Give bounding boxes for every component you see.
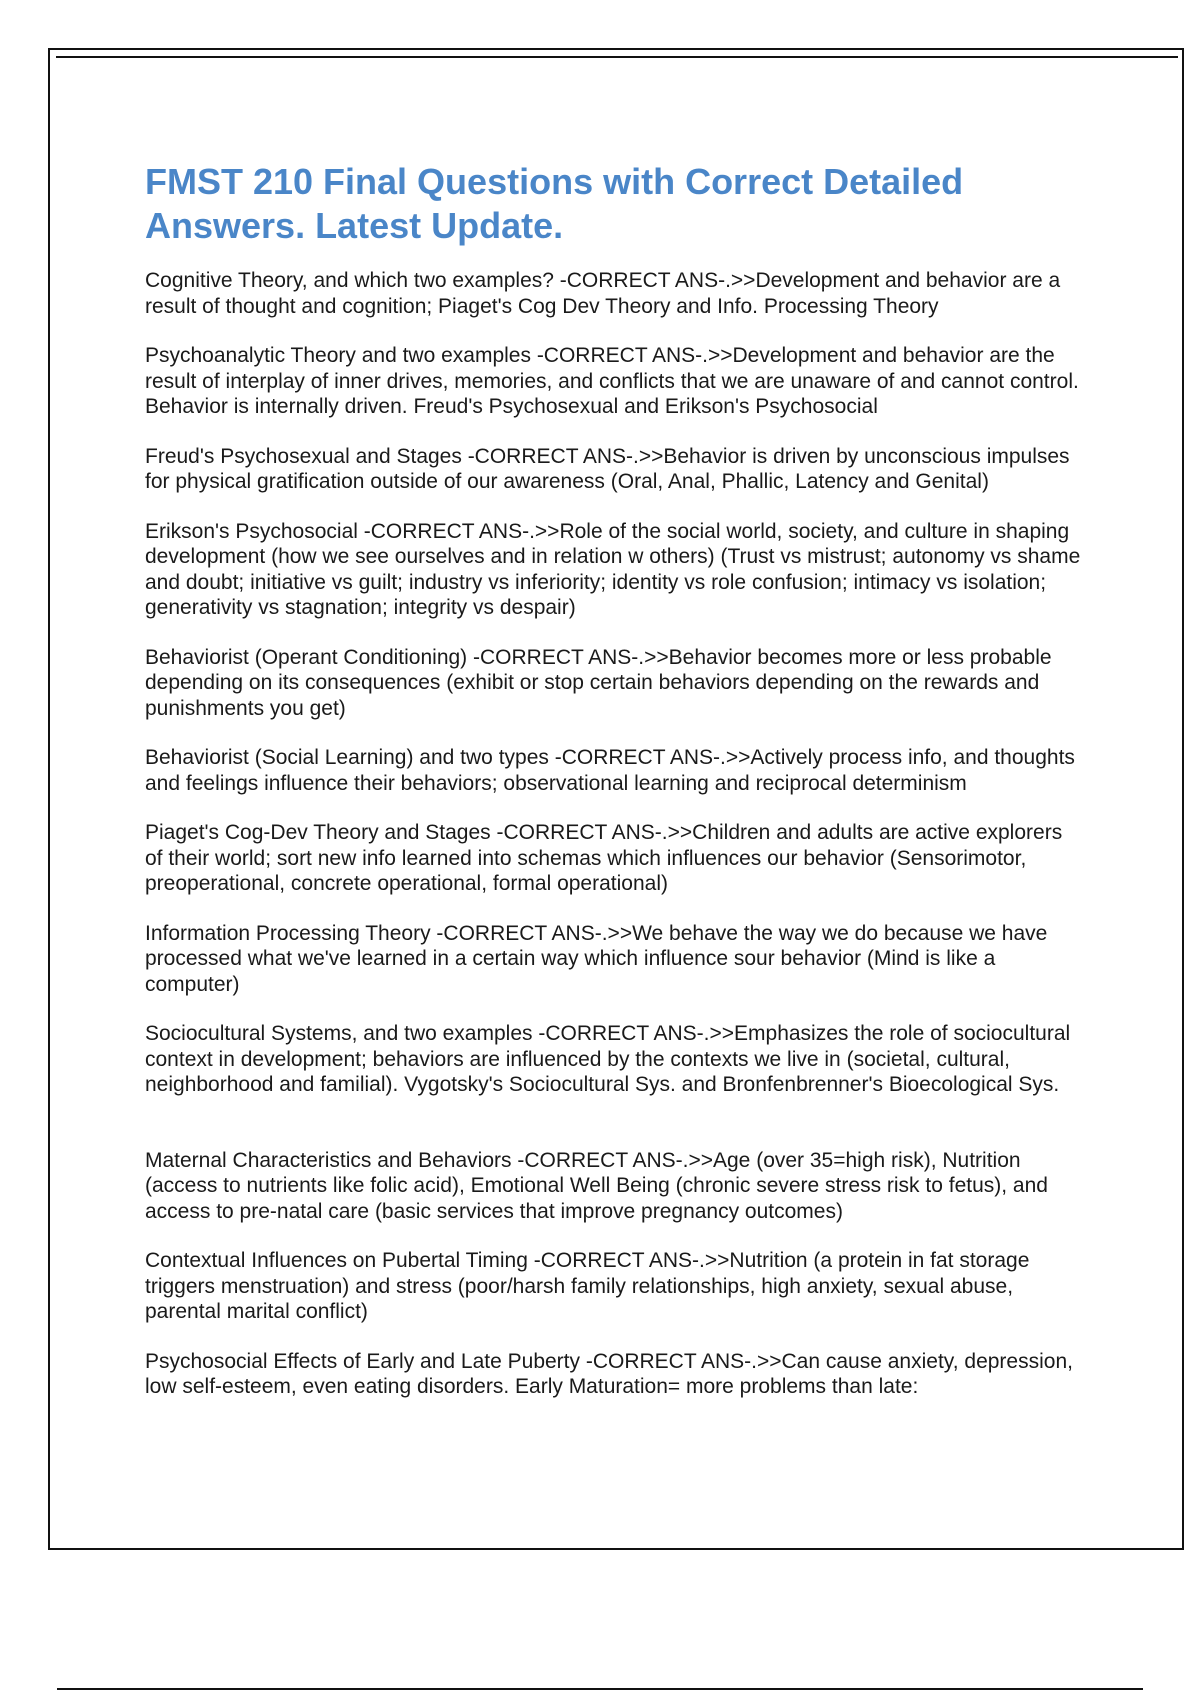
qa-item <box>145 1349 1085 1400</box>
qa-item <box>145 745 1085 796</box>
qa-item <box>145 268 1085 319</box>
qa-separator: -CORRECT ANS-.>> <box>467 645 669 669</box>
qa-item <box>145 645 1085 722</box>
qa-question: Behaviorist (Social Learning) and two types <box>145 746 549 769</box>
qa-question: Psychosocial Effects of Early and Late Puberty <box>145 1349 581 1373</box>
qa-answer: Emphasizes the role of sociocultural context in development; behaviors are influenced by the contexts we live in (societal, cultural, neighborhood and familial). Vygotsky's Sociocultural Sys. and Bronfenbrenner's Bioecological Sys. <box>145 1022 1071 1096</box>
qa-separator: -CORRECT ANS-.>> <box>357 519 560 543</box>
qa-answer: Role of the social world, society, and culture in shaping development (how we see ourselves and in relation w others) (Trust vs mistrust; autonomy vs shame and doubt; initiative vs guilt; industry vs inferiority; identity vs role confusion; intimacy vs isolation; generativity vs stagnation; integrity vs despair) <box>145 519 1081 619</box>
qa-item <box>145 1021 1085 1098</box>
qa-separator: -CORRECT ANS-.>> <box>553 269 756 292</box>
document-title: FMST 210 Final Questions with Correct Detailed Answers. Latest Update. <box>145 161 964 246</box>
qa-separator: -CORRECT ANS-.>> <box>548 746 751 769</box>
qa-item <box>145 1248 1085 1325</box>
qa-separator: -CORRECT ANS-.>> <box>461 444 664 468</box>
document-body <box>145 160 1085 1424</box>
qa-answer: Behavior becomes more or less probable depending on its consequences (exhibit or stop certain behaviors depending on the rewards and punishments you get) <box>145 645 1052 720</box>
qa-separator: -CORRECT ANS-.>> <box>490 821 693 844</box>
qa-answer: Children and adults are active explorers of their world; sort new info learned into schemas which influences our behavior (Sensorimotor, preoperational, concrete operational, formal operational) <box>145 821 1063 895</box>
qa-answer: Development and behavior are the result of interplay of inner drives, memories, and conflicts that we are unaware of and cannot control. Behavior is internally driven. Freud's Psychosexual and Erikson's Psychosocial <box>145 344 1079 418</box>
qa-item <box>145 519 1085 621</box>
qa-answer: Development and behavior are a result of thought and cognition; Piaget's Cog Dev Theory and Info. Processing Theory <box>145 269 1061 318</box>
qa-item <box>145 343 1085 420</box>
qa-separator: -CORRECT ANS-.>> <box>580 1349 782 1373</box>
qa-question: Psychoanalytic Theory and two examples <box>145 344 531 367</box>
qa-answer: We behave the way we do because we have processed what we've learned in a certain way which influence sour behavior (Mind is like a computer) <box>145 921 1048 996</box>
next-page-top-rule <box>57 1688 1143 1690</box>
qa-question: Behaviorist (Operant Conditioning) <box>145 645 468 669</box>
qa-question: Information Processing Theory <box>145 921 431 945</box>
qa-question: Cognitive Theory, and which two examples? <box>145 269 554 292</box>
qa-question: Freud's Psychosexual and Stages <box>145 444 462 468</box>
qa-item <box>145 1148 1085 1225</box>
qa-answer: Can cause anxiety, depression, low self-esteem, even eating disorders. Early Maturation= more problems than late: <box>145 1349 1073 1398</box>
qa-question: Piaget's Cog-Dev Theory and Stages <box>145 821 491 844</box>
qa-separator: -CORRECT ANS-.>> <box>430 921 633 945</box>
qa-item <box>145 820 1085 897</box>
qa-separator: -CORRECT ANS-.>> <box>530 344 733 367</box>
qa-separator: -CORRECT ANS-.>> <box>511 1148 713 1172</box>
qa-answer: Actively process info, and thoughts and feelings influence their behaviors; observational learning and reciprocal determinism <box>145 746 1075 795</box>
qa-question: Maternal Characteristics and Behaviors <box>145 1148 512 1172</box>
qa-question: Contextual Influences on Pubertal Timing <box>145 1249 528 1272</box>
qa-answer: Behavior is driven by unconscious impulses for physical gratification outside of our awareness (Oral, Anal, Phallic, Latency and Genital) <box>145 444 1070 493</box>
qa-answer: Age (over 35=high risk), Nutrition (access to nutrients like folic acid), Emotional Well Being (chronic severe stress risk to fetus), and access to pre-natal care (basic services that improve pregnancy outcomes) <box>145 1148 1048 1223</box>
qa-question: Sociocultural Systems, and two examples <box>145 1022 533 1045</box>
qa-item <box>145 444 1085 495</box>
qa-separator: -CORRECT ANS-.>> <box>527 1249 730 1272</box>
qa-separator: -CORRECT ANS-.>> <box>532 1022 735 1045</box>
qa-item <box>145 921 1085 998</box>
qa-question: Erikson's Psychosocial <box>145 519 358 543</box>
qa-answer: Nutrition (a protein in fat storage triggers menstruation) and stress (poor/harsh family relationships, high anxiety, sexual abuse, parental marital conflict) <box>145 1249 1030 1323</box>
